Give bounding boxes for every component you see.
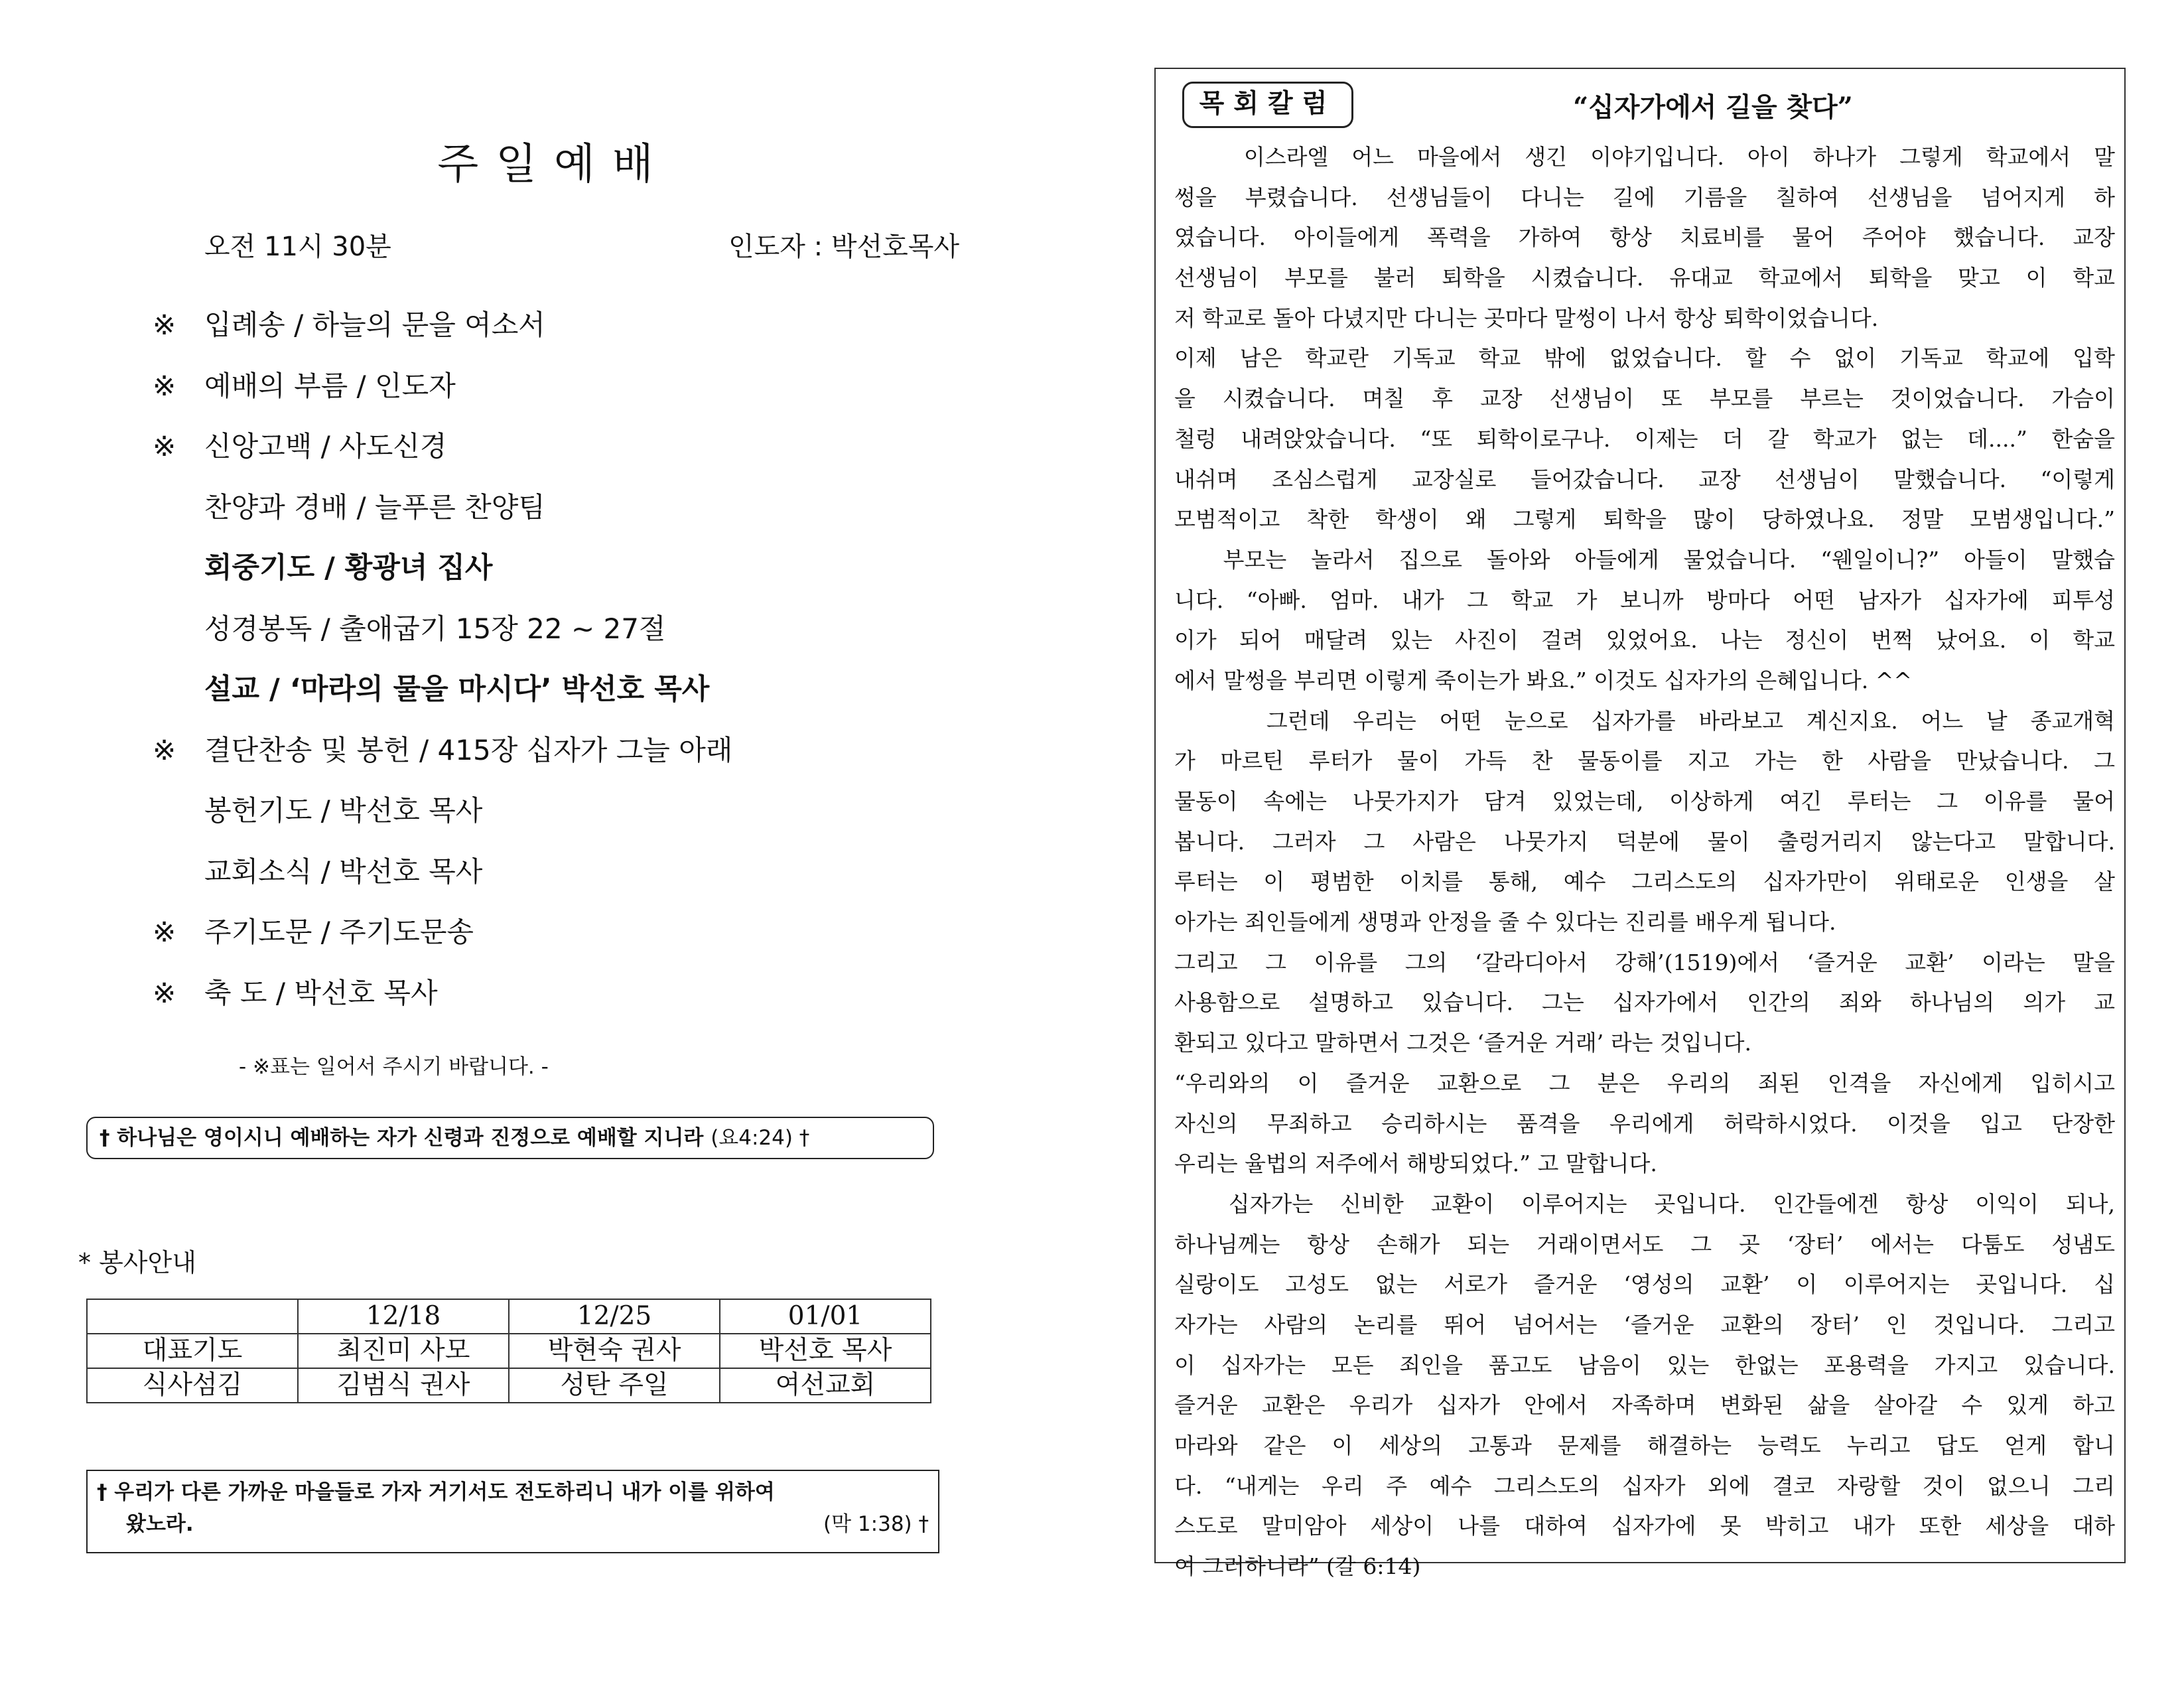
order-item-text: 주기도문 / 주기도문송 [204,916,474,948]
service-schedule-table [86,1299,931,1403]
table-cell: 여선교회 [720,1368,931,1403]
standing-mark: ※ [153,976,176,1009]
column-line: 에서 말썽을 부리면 이렇게 죽이는가 봐요.” 이것도 십자가의 은혜입니다. ^^ [1174,667,1913,693]
column-line: 자가는 사람의 논리를 뛰어 넘어서는 ‘즐거운 교환의 장터’ 인 것입니다. 그리고 [1174,1311,2115,1338]
column-line: 니다. “아빠. 엄마. 내가 그 학교 가 보니까 방마다 어떤 남자가 십자가에 피투성 [1174,587,2115,613]
column-line: 내쉬며 조심스럽게 교장실로 들어갔습니다. 교장 선생님이 말했습니다. “이렇게 [1174,466,2115,492]
standing-mark: ※ [153,369,176,402]
standing-mark: ※ [153,733,176,766]
table-cell: 대표기도 [87,1334,298,1368]
column-line: 가 마르틴 루터가 물이 가득 찬 물동이를 지고 가는 한 사람을 만났습니다. 그 [1174,748,2115,774]
column-line: 사용함으로 설명하고 있습니다. 그는 십자가에서 인간의 죄와 하나님의 의가 교 [1174,989,2115,1016]
column-title: “십자가에서 길을 찾다” [1573,92,1853,123]
order-item-text: 회중기도 / 황광녀 집사 [204,551,493,585]
order-item-text: 봉헌기도 / 박선호 목사 [204,794,483,827]
order-item [153,670,1015,731]
order-item [153,852,1015,913]
column-line: 여 그러하니라” (갈 6:14) [1174,1553,1421,1580]
scripture-line-1: † 우리가 다른 가까운 마을들로 가자 거기서도 전도하리니 내가 이를 위하여 [97,1480,775,1504]
column-body [1174,137,2115,1587]
order-item-text: 찬양과 경배 / 늘푸른 찬양팀 [204,490,545,524]
worship-title: 주일예배 [437,140,671,189]
order-item-text: 축 도 / 박선호 목사 [204,976,438,1009]
order-item [153,973,1015,1034]
order-item [153,731,1015,792]
order-item [153,427,1015,488]
table-cell: 식사섬김 [87,1368,298,1403]
table-header-row [87,1299,931,1334]
table-cell: 12/25 [509,1299,720,1334]
column-line: 다. “내게는 우리 주 예수 그리스도의 십자가 외에 결코 자랑할 것이 없으니 그리 [1174,1472,2115,1499]
order-item [153,305,1015,366]
standing-note: - ※표는 일어서 주시기 바랍니다. - [239,1055,549,1079]
column-line: 이스라엘 어느 마을에서 생긴 이야기입니다. 아이 하나가 그렇게 학교에서 말 [1174,144,2115,170]
service-time: 오전 11시 30분 [204,232,391,262]
scripture-box-mark [86,1470,939,1553]
standing-mark: ※ [153,430,176,462]
column-line: 실랑이도 고성도 없는 서로가 즐거운 ‘영성의 교환’ 이 이루어지는 곳입니다. 십 [1174,1271,2115,1298]
standing-mark: ※ [153,309,176,341]
scripture-reference: (요4:24) † [711,1126,810,1150]
table-cell: 성탄 주일 [509,1368,720,1403]
column-line: 즐거운 교환은 우리가 십자가 안에서 자족하며 변화된 삶을 살아갈 수 있게 하고 [1174,1392,2115,1419]
column-line: 물동이 속에는 나뭇가지가 담겨 있었는데, 이상하게 여긴 루터는 그 이유를 물어 [1174,788,2115,814]
column-line: 십자가는 신비한 교환이 이루어지는 곳입니다. 인간들에겐 항상 이익이 되나, [1174,1190,2115,1217]
table-cell: 12/18 [298,1299,509,1334]
standing-mark: ※ [153,916,176,948]
column-line: 철렁 내려앉았습니다. “또 퇴학이로구나. 이제는 더 갈 학교가 없는 데....” 한숨을 [1174,425,2115,452]
order-item-text: 결단찬송 및 봉헌 / 415장 십자가 그늘 아래 [204,733,733,766]
column-line: 썽을 부렸습니다. 선생님들이 다니는 길에 기름을 칠하여 선생님을 넘어지게 하 [1174,184,2115,210]
service-guide-heading: * 봉사안내 [78,1248,196,1277]
scripture-reference: (막 1:38) † [823,1512,929,1536]
scripture-line-2-row [97,1508,929,1540]
column-line: 을 시켰습니다. 며칠 후 교장 선생님이 또 부모를 부르는 것이었습니다. 가슴이 [1174,386,2115,412]
order-item [153,366,1015,427]
column-line: 이제 남은 학교란 기독교 학교 밖에 없었습니다. 할 수 없이 기독교 학교에 입학 [1174,345,2115,372]
order-item [153,548,1015,609]
service-leader: 인도자 : 박선호목사 [728,232,960,262]
column-line: 우리는 율법의 저주에서 해방되었다.” 고 말합니다. [1174,1151,1657,1177]
column-line: 모범적이고 착한 학생이 왜 그렇게 퇴학을 많이 당하였나요. 정말 모범생입니다.” [1174,506,2115,533]
column-line: 이가 되어 매달려 있는 사진이 걸려 있었어요. 나는 정신이 번쩍 났어요. 이 학교 [1174,627,2115,654]
column-line: 부모는 놀라서 집으로 돌아와 아들에게 물었습니다. “웬일이니?” 아들이 말했습 [1174,546,2115,573]
column-line: 스도로 말미암아 세상이 나를 대하여 십자가에 못 박히고 내가 또한 세상을 대하 [1174,1513,2115,1539]
column-line: 봅니다. 그러자 그 사람은 나뭇가지 덕분에 물이 출렁거리지 않는다고 말합니다. [1174,828,2115,855]
order-item-text: 교회소식 / 박선호 목사 [204,855,483,888]
order-item [153,488,1015,549]
column-line: 였습니다. 아이들에게 폭력을 가하여 항상 치료비를 물어 주어야 했습니다. 교장 [1174,224,2115,251]
scripture-box-john [86,1117,934,1159]
table-cell: 김범식 권사 [298,1368,509,1403]
table-cell: 최진미 사모 [298,1334,509,1368]
column-line: “우리와의 이 즐거운 교환으로 그 분은 우리의 죄된 인격을 자신에게 입히시고 [1174,1070,2115,1096]
order-item-text: 신앙고백 / 사도신경 [204,430,447,462]
order-item-text: 입례송 / 하늘의 문을 여소서 [204,309,545,341]
order-item-text: 설교 / ‘마라의 물을 마시다’ 박선호 목사 [204,673,710,706]
column-line: 자신의 무죄하고 승리하시는 품격을 우리에게 허락하시었다. 이것을 입고 단장한 [1174,1110,2115,1137]
scripture-line-2: 왔노라. [126,1512,194,1536]
order-item-text: 예배의 부름 / 인도자 [204,369,456,402]
column-line: 하나님께는 항상 손해가 되는 거래이면서도 그 곳 ‘장터’ 에서는 다툼도 성냄도 [1174,1231,2115,1257]
table-cell: 박선호 목사 [720,1334,931,1368]
table-cell [87,1299,298,1334]
order-item-text: 성경봉독 / 출애굽기 15장 22 ~ 27절 [204,612,666,645]
column-line: 환되고 있다고 말하면서 그것은 ‘즐거운 거래’ 라는 것입니다. [1174,1030,1751,1056]
column-line: 선생님이 부모를 불러 퇴학을 시켰습니다. 유대교 학교에서 퇴학을 맞고 이 학교 [1174,265,2115,291]
column-line: 루터는 이 평범한 이치를 통해, 예수 그리스도의 십자가만이 위태로운 인생을 살 [1174,869,2115,895]
order-item [153,791,1015,852]
column-line: 마라와 같은 이 세상의 고통과 문제를 해결하는 능력도 누리고 답도 얻게 합니 [1174,1433,2115,1458]
column-line: 저 학교로 돌아 다녔지만 다니는 곳마다 말썽이 나서 항상 퇴학이었습니다. [1174,305,1879,331]
column-badge: 목회칼럼 [1182,82,1353,128]
scripture-text: † 하나님은 영이시니 예배하는 자가 신령과 진정으로 예배할 지니라 [100,1126,704,1150]
column-line: 이 십자가는 모든 죄인을 품고도 남음이 있는 한없는 포용력을 가지고 있습니다. [1174,1352,2115,1378]
column-line: 아가는 죄인들에게 생명과 안정을 줄 수 있다는 진리를 배우게 됩니다. [1174,909,1836,936]
table-cell: 01/01 [720,1299,931,1334]
order-of-worship [153,305,1015,1034]
column-line: 그런데 우리는 어떤 눈으로 십자가를 바라보고 계신지요. 어느 날 종교개혁 [1174,707,2115,734]
order-item [153,912,1015,973]
column-line: 그리고 그 이유를 그의 ‘갈라디아서 강해’(1519)에서 ‘즐거운 교환’ 이라는 말을 [1174,949,2115,975]
table-row [87,1334,931,1368]
table-cell: 박현숙 권사 [509,1334,720,1368]
order-item [153,609,1015,670]
table-row [87,1368,931,1403]
